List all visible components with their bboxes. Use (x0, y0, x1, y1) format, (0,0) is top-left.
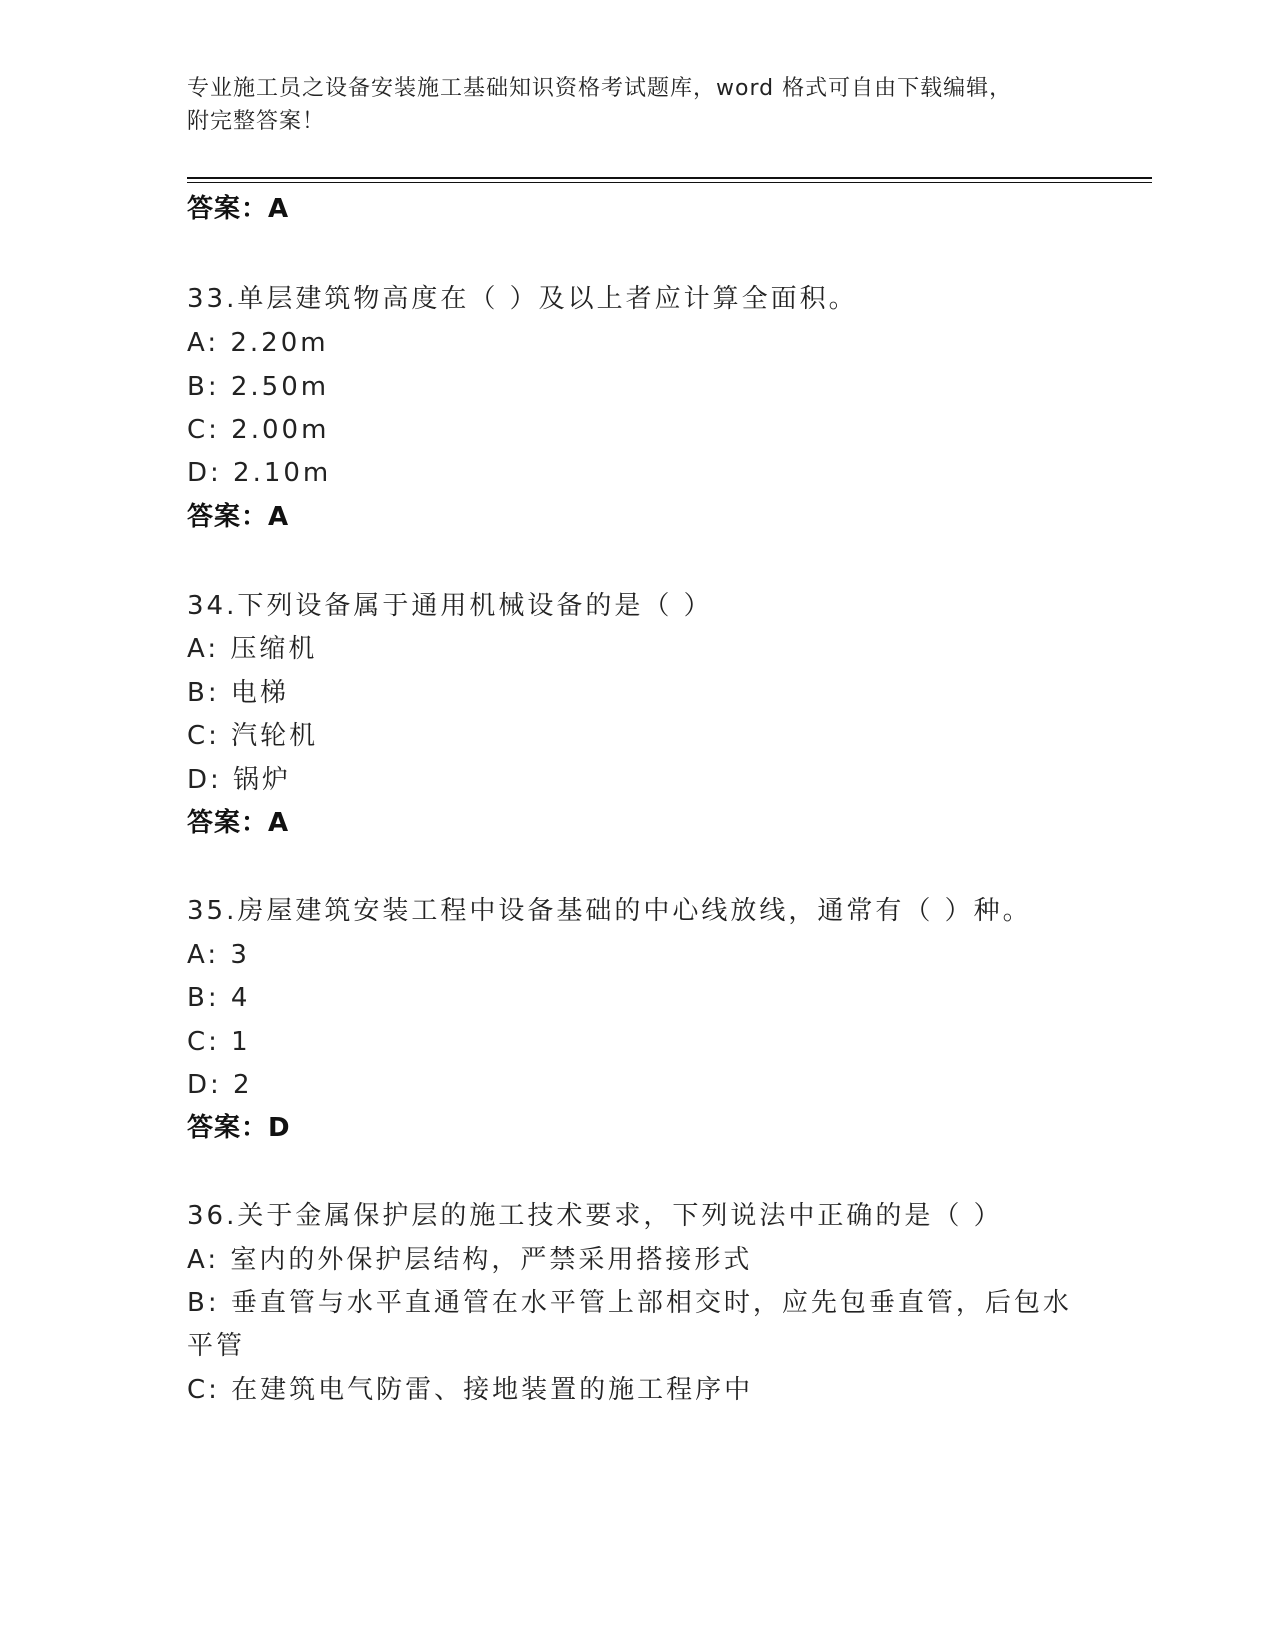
question-34-option-a: A: 压缩机 (187, 634, 318, 664)
question-33-option-a: A: 2.20m (187, 328, 329, 358)
question-35-answer: 答案：D (187, 1113, 291, 1143)
question-35-text: 35.房屋建筑安装工程中设备基础的中心线放线，通常有（ ）种。 (187, 896, 1032, 926)
question-33-option-c: C: 2.00m (187, 415, 330, 445)
question-33-text: 33.单层建筑物高度在（ ）及以上者应计算全面积。 (187, 284, 858, 314)
question-34-text: 34.下列设备属于通用机械设备的是（ ） (187, 591, 713, 621)
question-36-option-b: B: 垂直管与水平直通管在水平管上部相交时，应先包垂直管，后包水 (187, 1288, 1072, 1318)
header-divider-thin (187, 182, 1152, 183)
question-33-option-d: D: 2.10m (187, 458, 332, 488)
question-33-option-b: B: 2.50m (187, 372, 330, 402)
question-36-option-b-continued: 平管 (187, 1331, 246, 1361)
previous-answer: 答案：A (187, 194, 290, 224)
question-34-option-b: B: 电梯 (187, 678, 289, 708)
question-33-answer: 答案：A (187, 502, 290, 532)
question-35-option-c: C: 1 (187, 1027, 251, 1057)
question-36-option-a: A: 室内的外保护层结构，严禁采用搭接形式 (187, 1245, 753, 1275)
question-36-text: 36.关于金属保护层的施工技术要求，下列说法中正确的是（ ） (187, 1201, 1003, 1231)
header-line-2: 附完整答案！ (187, 109, 326, 134)
question-35-option-d: D: 2 (187, 1070, 253, 1100)
question-34-option-c: C: 汽轮机 (187, 721, 319, 751)
question-35-option-a: A: 3 (187, 940, 250, 970)
question-34-option-d: D: 锅炉 (187, 765, 292, 795)
document-header (187, 72, 1087, 138)
question-35-option-b: B: 4 (187, 983, 251, 1013)
question-34-answer: 答案：A (187, 808, 290, 838)
header-divider-thick (187, 177, 1152, 179)
header-line-1: 专业施工员之设备安装施工基础知识资格考试题库，word 格式可自由下载编辑， (187, 76, 1013, 101)
question-36-option-c: C: 在建筑电气防雷、接地装置的施工程序中 (187, 1375, 754, 1405)
